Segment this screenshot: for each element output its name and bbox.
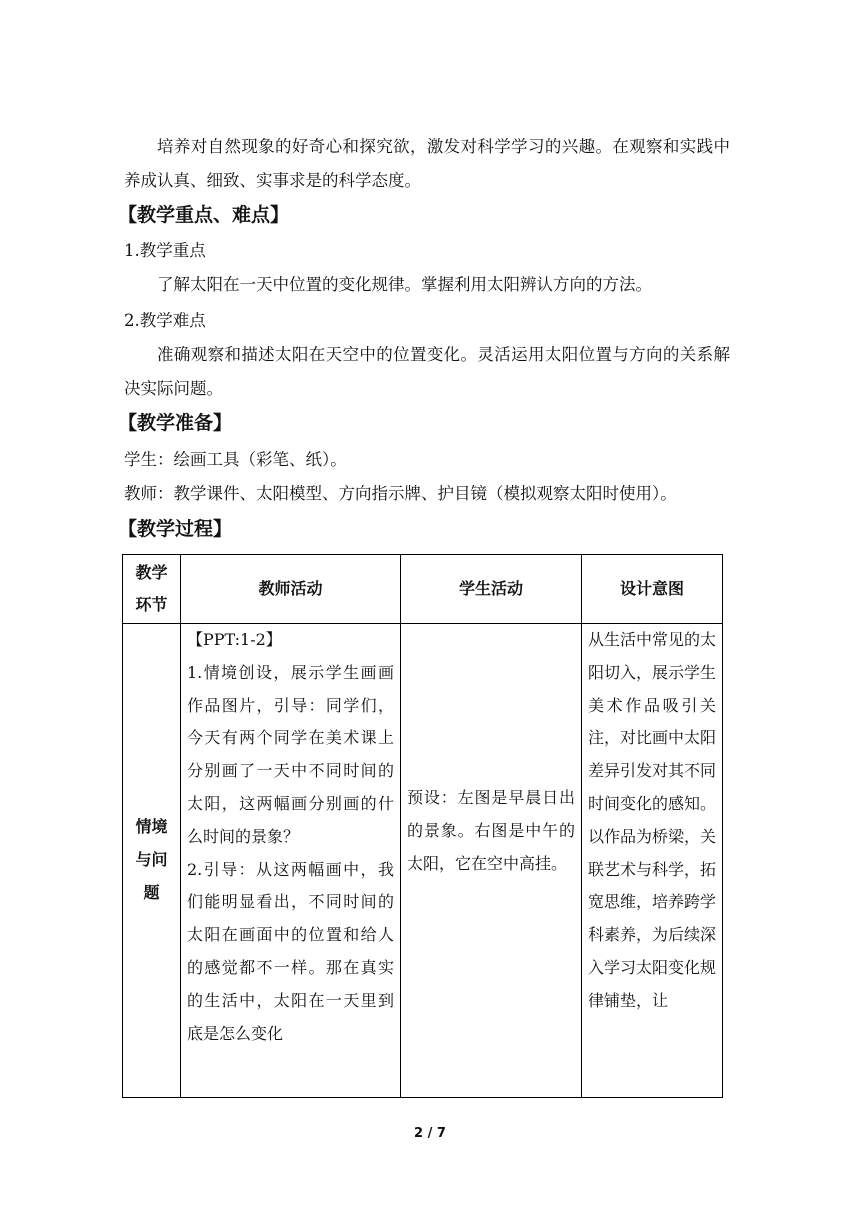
focus-heading: 【教学重点、难点】: [118, 204, 290, 226]
header-intent: 设计意图: [582, 555, 723, 624]
preparation-students: 学生：绘画工具（彩笔、纸）。: [124, 450, 347, 469]
process-heading: 【教学过程】: [118, 518, 233, 540]
teacher-line: 【PPT:1-2】: [187, 630, 282, 649]
stage-cell: 情境与问题: [123, 624, 181, 1098]
student-activity-cell: 预设：左图是早晨日出的景象。右图是中午的太阳，它在空中高挂。: [401, 624, 582, 1098]
key-point-text: 了解太阳在一天中位置的变化规律。掌握利用太阳辨认方向的方法。: [157, 275, 652, 294]
preparation-teacher: 教师：教学课件、太阳模型、方向指示牌、护目镜（模拟观察太阳时使用）。: [124, 484, 677, 503]
teacher-activity-cell: [181, 624, 401, 1098]
intro-paragraph: 培养对自然现象的好奇心和探究欲，激发对科学学习的兴趣。在观察和实践中养成认真、细致、实事求是的科学态度。: [124, 137, 730, 190]
difficulty-text: 准确观察和描述太阳在天空中的位置变化。灵活运用太阳位置与方向的关系解决实际问题。: [124, 345, 730, 398]
process-table: [122, 554, 723, 1098]
teacher-line: 1.情境创设，展示学生画画作品图片，引导：同学们，今天有两个同学在美术课上分别画了一天中不同时间的太阳，这两幅画分别画的什么时间的景象？: [187, 662, 394, 846]
table-header-row: [123, 555, 723, 624]
design-intent-cell: 从生活中常见的太阳切入，展示学生美术作品吸引关注，对比画中太阳差异引发对其不同时间变化的感知。以作品为桥梁，关联艺术与科学，拓宽思维，培养跨学科素养，为后续深入学习太阳变化规律铺垫，让: [582, 624, 723, 1098]
preparation-heading: 【教学准备】: [118, 412, 233, 434]
page-number: 2 / 7: [414, 1126, 446, 1141]
header-student: 学生活动: [401, 555, 582, 624]
table-row: [123, 624, 723, 1098]
difficulty-label: 2.教学难点: [124, 311, 206, 330]
key-point-label: 1.教学重点: [124, 241, 206, 260]
teacher-line: 2.引导：从这两幅画中，我们能明显看出，不同时间的太阳在画面中的位置和给人的感觉都不一样。那在真实的生活中，太阳在一天里到底是怎么变化: [187, 859, 394, 1043]
header-teacher: 教师活动: [181, 555, 401, 624]
header-stage: 教学环节: [123, 555, 181, 624]
